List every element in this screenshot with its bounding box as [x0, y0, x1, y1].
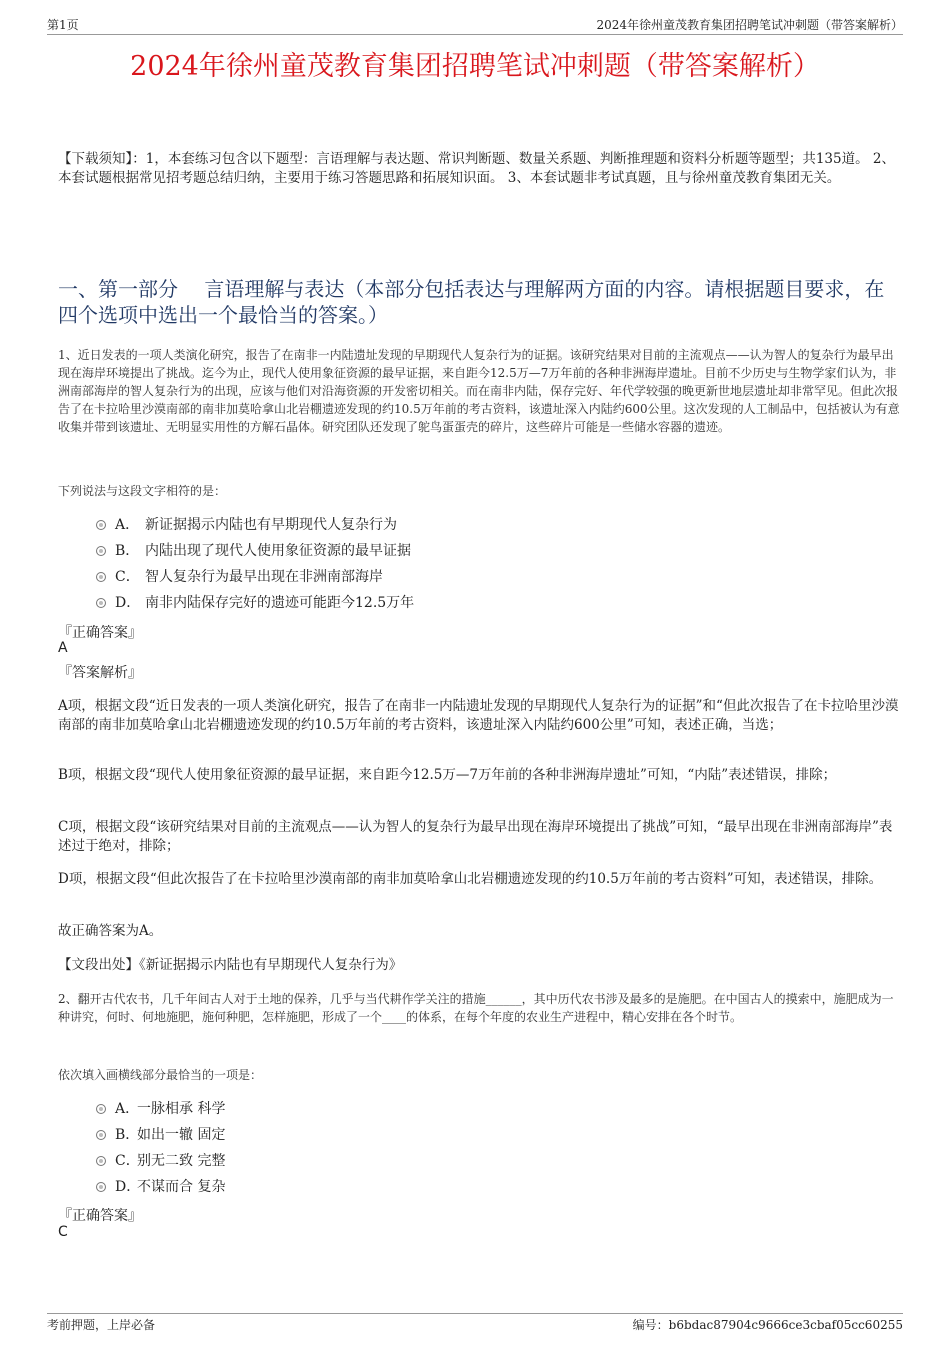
radio-icon[interactable]: [96, 1182, 106, 1192]
radio-icon[interactable]: [96, 520, 106, 530]
q1-conclusion: 故正确答案为A。: [58, 923, 163, 939]
radio-icon[interactable]: [96, 572, 106, 582]
q1-analysis-label: 『答案解析』: [58, 665, 142, 681]
q2-passage: 2、翻开古代农书，几千年间古人对于土地的保养，几乎与当代耕作学关注的措施______，其中历代农书涉及最多的是施肥。在中国古人的摸索中，施肥成为一种讲究，何时、何地施肥，施何种肥，怎样施肥，形成了一个____的体系，在每个年度的农业生产进程中，精心安排在各个时节。: [58, 992, 894, 1024]
q2-prompt: 依次填入画横线部分最恰当的一项是：: [58, 1068, 263, 1082]
page-footer: [47, 1313, 903, 1334]
page-number: 第1页: [47, 18, 79, 32]
q1-source: 【文段出处】《新证据揭示内陆也有早期现代人复杂行为》: [58, 957, 403, 973]
section-heading: 一、第一部分 言语理解与表达（本部分包括表达与理解两方面的内容。请根据题目要求，在四个选项中选出一个最恰当的答案。）: [58, 277, 885, 327]
q2-answer: C: [58, 1224, 68, 1240]
q1-analysis-b: B项，根据文段“现代人使用象征资源的最早证据，来自距今12.5万—7万年前的各种非洲海岸遗址”可知，“内陆”表述错误，排除；: [58, 767, 837, 783]
q2-option-a[interactable]: A．一脉相承 科学: [96, 1096, 225, 1122]
q2-answer-label: 『正确答案』: [58, 1208, 142, 1224]
q2-option-c[interactable]: C．别无二致 完整: [96, 1148, 225, 1174]
q1-answer-label: 『正确答案』: [58, 625, 142, 641]
q1-analysis-d: D项，根据文段“但此次报告了在卡拉哈里沙漠南部的南非加莫哈拿山北岩棚遗迹发现的约10.5万年前的考古资料”可知，表述错误，排除。: [58, 871, 883, 887]
q1-passage: 1、近日发表的一项人类演化研究，报告了在南非一内陆遗址发现的早期现代人复杂行为的证据。该研究结果对目前的主流观点——认为智人的复杂行为最早出现在海岸环境提出了挑战。迄今为止，现代人使用象征资源的最早证据，来自距今12.5万—7万年前的各种非洲海岸遗址。目前不少历史与生物学家们认为，非洲南部海岸的智人复杂行为的出现，应该与他们对沿海资源的开发密切相关。而在南非内陆，保存完好、年代学较强的晚更新世地层遗址却非常罕见。但此次报告了在卡拉哈里沙漠南部的南非加莫哈拿山北岩棚遗迹发现的约10.5万年前的考古资料，该遗址深入内陆约600公里。这次发现的人工制品中，包括被认为有意收集并带到该遗址、无明显实用性的方解石晶体。研究团队还发现了鸵鸟蛋蛋壳的碎片，这些碎片可能是一些储水容器的遗迹。: [58, 348, 900, 434]
q1-answer: A: [58, 640, 68, 656]
q1-option-a[interactable]: A． 新证据揭示内陆也有早期现代人复杂行为: [96, 512, 414, 538]
radio-icon[interactable]: [96, 546, 106, 556]
document-title: 2024年徐州童茂教育集团招聘笔试冲刺题（带答案解析）: [130, 51, 820, 82]
radio-icon[interactable]: [96, 598, 106, 608]
footer-serial: 编号：b6bdac87904c9666ce3cbaf05cc60255: [632, 1318, 903, 1332]
radio-icon[interactable]: [96, 1104, 106, 1114]
q1-analysis-c: C项，根据文段“该研究结果对目前的主流观点——认为智人的复杂行为最早出现在海岸环境提出了挑战”可知，“最早出现在非洲南部海岸”表述过于绝对，排除；: [58, 819, 893, 854]
q2-options: [96, 1096, 225, 1200]
radio-icon[interactable]: [96, 1130, 106, 1140]
footer-slogan: 考前押题，上岸必备: [47, 1318, 156, 1332]
q1-option-b[interactable]: B． 内陆出现了现代人使用象征资源的最早证据: [96, 538, 414, 564]
page-header: [47, 14, 903, 35]
q2-option-d[interactable]: D．不谋而合 复杂: [96, 1174, 225, 1200]
header-doc-title: 2024年徐州童茂教育集团招聘笔试冲刺题（带答案解析）: [596, 18, 903, 32]
q1-options: [96, 512, 414, 616]
q2-option-b[interactable]: B．如出一辙 固定: [96, 1122, 225, 1148]
q1-analysis-a: A项，根据文段“近日发表的一项人类演化研究，报告了在南非一内陆遗址发现的早期现代人复杂行为的证据”和“但此次报告了在卡拉哈里沙漠南部的南非加莫哈拿山北岩棚遗迹发现的约10.5万年前的考古资料，该遗址深入内陆约600公里”可知，表述正确，当选；: [58, 698, 899, 733]
q1-option-c[interactable]: C． 智人复杂行为最早出现在非洲南部海岸: [96, 564, 414, 590]
radio-icon[interactable]: [96, 1156, 106, 1166]
download-notice: 【下载须知】：1，本套练习包含以下题型：言语理解与表达题、常识判断题、数量关系题、判断推理题和资料分析题等题型；共135道。 2、本套试题根据常见招考题总结归纳，主要用于练习答题思路和拓展知识面。 3、本套试题非考试真题，且与徐州童茂教育集团无关。: [58, 151, 895, 186]
q1-prompt: 下列说法与这段文字相符的是：: [58, 484, 227, 498]
q1-option-d[interactable]: D． 南非内陆保存完好的遗迹可能距今12.5万年: [96, 590, 414, 616]
